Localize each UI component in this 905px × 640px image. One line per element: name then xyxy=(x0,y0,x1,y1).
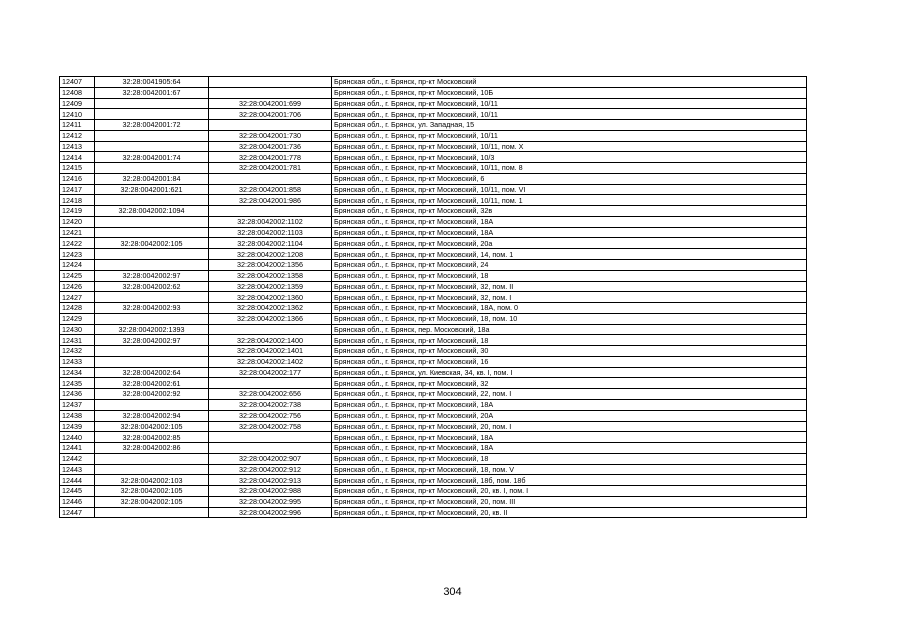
address-cell: Брянская обл., г. Брянск, пр-кт Московский, 10/11 xyxy=(332,98,807,109)
object-cadastral-number-cell: 32:28:0042002:988 xyxy=(209,486,332,497)
table-row xyxy=(60,249,807,260)
address-cell: Брянская обл., г. Брянск, пр-кт Московский, 10/11, пом. 8 xyxy=(332,163,807,174)
land-cadastral-number-cell: 32:28:0042001:67 xyxy=(95,87,209,98)
row-number-cell: 12419 xyxy=(60,206,95,217)
row-number-cell: 12414 xyxy=(60,152,95,163)
address-cell: Брянская обл., г. Брянск, пр-кт Московский, 32, пом. II xyxy=(332,281,807,292)
land-cadastral-number-cell xyxy=(95,346,209,357)
table-row xyxy=(60,346,807,357)
page-number: 304 xyxy=(443,586,462,598)
table-row xyxy=(60,475,807,486)
land-cadastral-number-cell xyxy=(95,453,209,464)
table-row xyxy=(60,303,807,314)
table-row xyxy=(60,378,807,389)
address-cell: Брянская обл., г. Брянск, пер. Московский, 18а xyxy=(332,324,807,335)
object-cadastral-number-cell: 32:28:0042002:912 xyxy=(209,464,332,475)
row-number-cell: 12437 xyxy=(60,399,95,410)
address-cell: Брянская обл., г. Брянск, пр-кт Московский, 18А xyxy=(332,216,807,227)
object-cadastral-number-cell xyxy=(209,87,332,98)
row-number-cell: 12415 xyxy=(60,163,95,174)
address-cell: Брянская обл., г. Брянск, пр-кт Московский, 10/11, пом. 1 xyxy=(332,195,807,206)
row-number-cell: 12412 xyxy=(60,130,95,141)
row-number-cell: 12410 xyxy=(60,109,95,120)
row-number-cell: 12435 xyxy=(60,378,95,389)
object-cadastral-number-cell: 32:28:0042002:1359 xyxy=(209,281,332,292)
address-cell: Брянская обл., г. Брянск, пр-кт Московский, 18А, пом. 0 xyxy=(332,303,807,314)
object-cadastral-number-cell xyxy=(209,173,332,184)
object-cadastral-number-cell xyxy=(209,206,332,217)
address-cell: Брянская обл., г. Брянск, пр-кт Московский, 10/11, пом. X xyxy=(332,141,807,152)
address-cell: Брянская обл., г. Брянск, пр-кт Московский, 10Б xyxy=(332,87,807,98)
table-row xyxy=(60,399,807,410)
table-row xyxy=(60,120,807,131)
address-cell: Брянская обл., г. Брянск, пр-кт Московский, 20, кв. II xyxy=(332,507,807,518)
object-cadastral-number-cell: 32:28:0042002:656 xyxy=(209,389,332,400)
table-row xyxy=(60,313,807,324)
object-cadastral-number-cell xyxy=(209,443,332,454)
table-row xyxy=(60,184,807,195)
object-cadastral-number-cell: 32:28:0042002:1400 xyxy=(209,335,332,346)
land-cadastral-number-cell xyxy=(95,292,209,303)
address-cell: Брянская обл., г. Брянск, пр-кт Московский, 18 xyxy=(332,453,807,464)
address-cell: Брянская обл., г. Брянск, пр-кт Московский, 30 xyxy=(332,346,807,357)
row-number-cell: 12429 xyxy=(60,313,95,324)
row-number-cell: 12418 xyxy=(60,195,95,206)
land-cadastral-number-cell: 32:28:0042002:1393 xyxy=(95,324,209,335)
row-number-cell: 12417 xyxy=(60,184,95,195)
address-cell: Брянская обл., г. Брянск, пр-кт Московский xyxy=(332,77,807,88)
land-cadastral-number-cell: 32:28:0042002:62 xyxy=(95,281,209,292)
table-row xyxy=(60,421,807,432)
table-row xyxy=(60,173,807,184)
land-cadastral-number-cell: 32:28:0042002:105 xyxy=(95,238,209,249)
row-number-cell: 12411 xyxy=(60,120,95,131)
row-number-cell: 12428 xyxy=(60,303,95,314)
land-cadastral-number-cell: 32:28:0042002:64 xyxy=(95,367,209,378)
object-cadastral-number-cell: 32:28:0042002:996 xyxy=(209,507,332,518)
table-row xyxy=(60,496,807,507)
object-cadastral-number-cell: 32:28:0042001:699 xyxy=(209,98,332,109)
row-number-cell: 12443 xyxy=(60,464,95,475)
object-cadastral-number-cell: 32:28:0042002:1208 xyxy=(209,249,332,260)
row-number-cell: 12426 xyxy=(60,281,95,292)
land-cadastral-number-cell xyxy=(95,130,209,141)
row-number-cell: 12432 xyxy=(60,346,95,357)
row-number-cell: 12427 xyxy=(60,292,95,303)
row-number-cell: 12444 xyxy=(60,475,95,486)
object-cadastral-number-cell xyxy=(209,77,332,88)
address-cell: Брянская обл., г. Брянск, ул. Киевская, 34, кв. I, пом. I xyxy=(332,367,807,378)
registry-table-body xyxy=(60,77,807,518)
table-row xyxy=(60,98,807,109)
table-row xyxy=(60,109,807,120)
row-number-cell: 12425 xyxy=(60,270,95,281)
row-number-cell: 12413 xyxy=(60,141,95,152)
address-cell: Брянская обл., г. Брянск, пр-кт Московский, 14, пом. 1 xyxy=(332,249,807,260)
object-cadastral-number-cell: 32:28:0042002:995 xyxy=(209,496,332,507)
table-row xyxy=(60,443,807,454)
object-cadastral-number-cell: 32:28:0042002:1104 xyxy=(209,238,332,249)
table-row xyxy=(60,141,807,152)
address-cell: Брянская обл., г. Брянск, пр-кт Московский, 18, пом. 10 xyxy=(332,313,807,324)
row-number-cell: 12416 xyxy=(60,173,95,184)
table-row xyxy=(60,216,807,227)
address-cell: Брянская обл., г. Брянск, пр-кт Московский, 32, пом. I xyxy=(332,292,807,303)
address-cell: Брянская обл., г. Брянск, пр-кт Московский, 20, пом. III xyxy=(332,496,807,507)
table-row xyxy=(60,464,807,475)
address-cell: Брянская обл., г. Брянск, пр-кт Московский, 10/11, пом. VI xyxy=(332,184,807,195)
object-cadastral-number-cell xyxy=(209,378,332,389)
land-cadastral-number-cell: 32:28:0042002:97 xyxy=(95,335,209,346)
address-cell: Брянская обл., г. Брянск, пр-кт Московский, 18А xyxy=(332,399,807,410)
land-cadastral-number-cell xyxy=(95,141,209,152)
table-row xyxy=(60,281,807,292)
land-cadastral-number-cell xyxy=(95,507,209,518)
table-row xyxy=(60,367,807,378)
table-row xyxy=(60,206,807,217)
address-cell: Брянская обл., г. Брянск, ул. Западная, 15 xyxy=(332,120,807,131)
land-cadastral-number-cell xyxy=(95,216,209,227)
land-cadastral-number-cell: 32:28:0042001:621 xyxy=(95,184,209,195)
row-number-cell: 12439 xyxy=(60,421,95,432)
address-cell: Брянская обл., г. Брянск, пр-кт Московский, 20, кв. I, пом. I xyxy=(332,486,807,497)
table-row xyxy=(60,227,807,238)
table-row xyxy=(60,152,807,163)
land-cadastral-number-cell xyxy=(95,464,209,475)
table-row xyxy=(60,130,807,141)
row-number-cell: 12447 xyxy=(60,507,95,518)
object-cadastral-number-cell: 32:28:0042002:1362 xyxy=(209,303,332,314)
row-number-cell: 12423 xyxy=(60,249,95,260)
address-cell: Брянская обл., г. Брянск, пр-кт Московский, 10/3 xyxy=(332,152,807,163)
object-cadastral-number-cell: 32:28:0042002:1356 xyxy=(209,260,332,271)
table-row xyxy=(60,389,807,400)
address-cell: Брянская обл., г. Брянск, пр-кт Московский, 20, пом. I xyxy=(332,421,807,432)
object-cadastral-number-cell xyxy=(209,324,332,335)
address-cell: Брянская обл., г. Брянск, пр-кт Московский, 6 xyxy=(332,173,807,184)
address-cell: Брянская обл., г. Брянск, пр-кт Московский, 32 xyxy=(332,378,807,389)
table-row xyxy=(60,335,807,346)
land-cadastral-number-cell xyxy=(95,227,209,238)
object-cadastral-number-cell: 32:28:0042002:1401 xyxy=(209,346,332,357)
object-cadastral-number-cell xyxy=(209,432,332,443)
land-cadastral-number-cell: 32:28:0042002:1094 xyxy=(95,206,209,217)
table-row xyxy=(60,195,807,206)
row-number-cell: 12430 xyxy=(60,324,95,335)
land-cadastral-number-cell: 32:28:0042002:105 xyxy=(95,496,209,507)
land-cadastral-number-cell: 32:28:0042002:105 xyxy=(95,421,209,432)
row-number-cell: 12438 xyxy=(60,410,95,421)
object-cadastral-number-cell: 32:28:0042002:1366 xyxy=(209,313,332,324)
row-number-cell: 12445 xyxy=(60,486,95,497)
object-cadastral-number-cell: 32:28:0042002:913 xyxy=(209,475,332,486)
row-number-cell: 12431 xyxy=(60,335,95,346)
address-cell: Брянская обл., г. Брянск, пр-кт Московский, 24 xyxy=(332,260,807,271)
table-row xyxy=(60,270,807,281)
land-cadastral-number-cell: 32:28:0042002:86 xyxy=(95,443,209,454)
land-cadastral-number-cell: 32:28:0042002:61 xyxy=(95,378,209,389)
land-cadastral-number-cell: 32:28:0042001:74 xyxy=(95,152,209,163)
table-row xyxy=(60,238,807,249)
row-number-cell: 12420 xyxy=(60,216,95,227)
table-row xyxy=(60,163,807,174)
row-number-cell: 12436 xyxy=(60,389,95,400)
object-cadastral-number-cell: 32:28:0042001:730 xyxy=(209,130,332,141)
address-cell: Брянская обл., г. Брянск, пр-кт Московский, 18, пом. V xyxy=(332,464,807,475)
table-row xyxy=(60,77,807,88)
land-cadastral-number-cell: 32:28:0042002:85 xyxy=(95,432,209,443)
object-cadastral-number-cell: 32:28:0042001:858 xyxy=(209,184,332,195)
object-cadastral-number-cell: 32:28:0042001:781 xyxy=(209,163,332,174)
table-row xyxy=(60,486,807,497)
land-cadastral-number-cell: 32:28:0042002:94 xyxy=(95,410,209,421)
row-number-cell: 12422 xyxy=(60,238,95,249)
address-cell: Брянская обл., г. Брянск, пр-кт Московский, 10/11 xyxy=(332,109,807,120)
table-row xyxy=(60,324,807,335)
land-cadastral-number-cell xyxy=(95,163,209,174)
land-cadastral-number-cell xyxy=(95,399,209,410)
row-number-cell: 12424 xyxy=(60,260,95,271)
address-cell: Брянская обл., г. Брянск, пр-кт Московский, 18б, пом. 18б xyxy=(332,475,807,486)
address-cell: Брянская обл., г. Брянск, пр-кт Московский, 18А xyxy=(332,443,807,454)
table-row xyxy=(60,507,807,518)
table-row xyxy=(60,356,807,367)
table-row xyxy=(60,410,807,421)
land-cadastral-number-cell xyxy=(95,260,209,271)
land-cadastral-number-cell xyxy=(95,109,209,120)
land-cadastral-number-cell: 32:28:0042002:105 xyxy=(95,486,209,497)
address-cell: Брянская обл., г. Брянск, пр-кт Московский, 20а xyxy=(332,238,807,249)
row-number-cell: 12409 xyxy=(60,98,95,109)
land-cadastral-number-cell: 32:28:0042001:72 xyxy=(95,120,209,131)
address-cell: Брянская обл., г. Брянск, пр-кт Московский, 18 xyxy=(332,270,807,281)
table-row xyxy=(60,87,807,98)
object-cadastral-number-cell: 32:28:0042002:1358 xyxy=(209,270,332,281)
address-cell: Брянская обл., г. Брянск, пр-кт Московский, 10/11 xyxy=(332,130,807,141)
object-cadastral-number-cell: 32:28:0042001:706 xyxy=(209,109,332,120)
row-number-cell: 12433 xyxy=(60,356,95,367)
object-cadastral-number-cell: 32:28:0042002:1103 xyxy=(209,227,332,238)
row-number-cell: 12408 xyxy=(60,87,95,98)
table-row xyxy=(60,453,807,464)
object-cadastral-number-cell: 32:28:0042002:177 xyxy=(209,367,332,378)
land-cadastral-number-cell: 32:28:0042002:103 xyxy=(95,475,209,486)
object-cadastral-number-cell: 32:28:0042002:907 xyxy=(209,453,332,464)
object-cadastral-number-cell xyxy=(209,120,332,131)
row-number-cell: 12441 xyxy=(60,443,95,454)
row-number-cell: 12440 xyxy=(60,432,95,443)
row-number-cell: 12442 xyxy=(60,453,95,464)
land-cadastral-number-cell xyxy=(95,313,209,324)
address-cell: Брянская обл., г. Брянск, пр-кт Московский, 22, пом. I xyxy=(332,389,807,400)
land-cadastral-number-cell: 32:28:0042002:97 xyxy=(95,270,209,281)
object-cadastral-number-cell: 32:28:0042002:738 xyxy=(209,399,332,410)
land-cadastral-number-cell: 32:28:0042001:84 xyxy=(95,173,209,184)
land-cadastral-number-cell xyxy=(95,195,209,206)
address-cell: Брянская обл., г. Брянск, пр-кт Московский, 18А xyxy=(332,227,807,238)
object-cadastral-number-cell: 32:28:0042001:736 xyxy=(209,141,332,152)
table-row xyxy=(60,260,807,271)
object-cadastral-number-cell: 32:28:0042002:1102 xyxy=(209,216,332,227)
row-number-cell: 12407 xyxy=(60,77,95,88)
table-row xyxy=(60,432,807,443)
address-cell: Брянская обл., г. Брянск, пр-кт Московский, 32в xyxy=(332,206,807,217)
object-cadastral-number-cell: 32:28:0042002:758 xyxy=(209,421,332,432)
object-cadastral-number-cell: 32:28:0042001:986 xyxy=(209,195,332,206)
object-cadastral-number-cell: 32:28:0042002:756 xyxy=(209,410,332,421)
object-cadastral-number-cell: 32:28:0042002:1402 xyxy=(209,356,332,367)
land-cadastral-number-cell: 32:28:0041905:64 xyxy=(95,77,209,88)
table-row xyxy=(60,292,807,303)
address-cell: Брянская обл., г. Брянск, пр-кт Московский, 18А xyxy=(332,432,807,443)
registry-table xyxy=(59,76,807,518)
address-cell: Брянская обл., г. Брянск, пр-кт Московский, 16 xyxy=(332,356,807,367)
land-cadastral-number-cell xyxy=(95,356,209,367)
row-number-cell: 12421 xyxy=(60,227,95,238)
object-cadastral-number-cell: 32:28:0042002:1360 xyxy=(209,292,332,303)
address-cell: Брянская обл., г. Брянск, пр-кт Московский, 20А xyxy=(332,410,807,421)
land-cadastral-number-cell: 32:28:0042002:93 xyxy=(95,303,209,314)
address-cell: Брянская обл., г. Брянск, пр-кт Московский, 18 xyxy=(332,335,807,346)
object-cadastral-number-cell: 32:28:0042001:778 xyxy=(209,152,332,163)
land-cadastral-number-cell xyxy=(95,98,209,109)
land-cadastral-number-cell xyxy=(95,249,209,260)
land-cadastral-number-cell: 32:28:0042002:92 xyxy=(95,389,209,400)
row-number-cell: 12434 xyxy=(60,367,95,378)
row-number-cell: 12446 xyxy=(60,496,95,507)
